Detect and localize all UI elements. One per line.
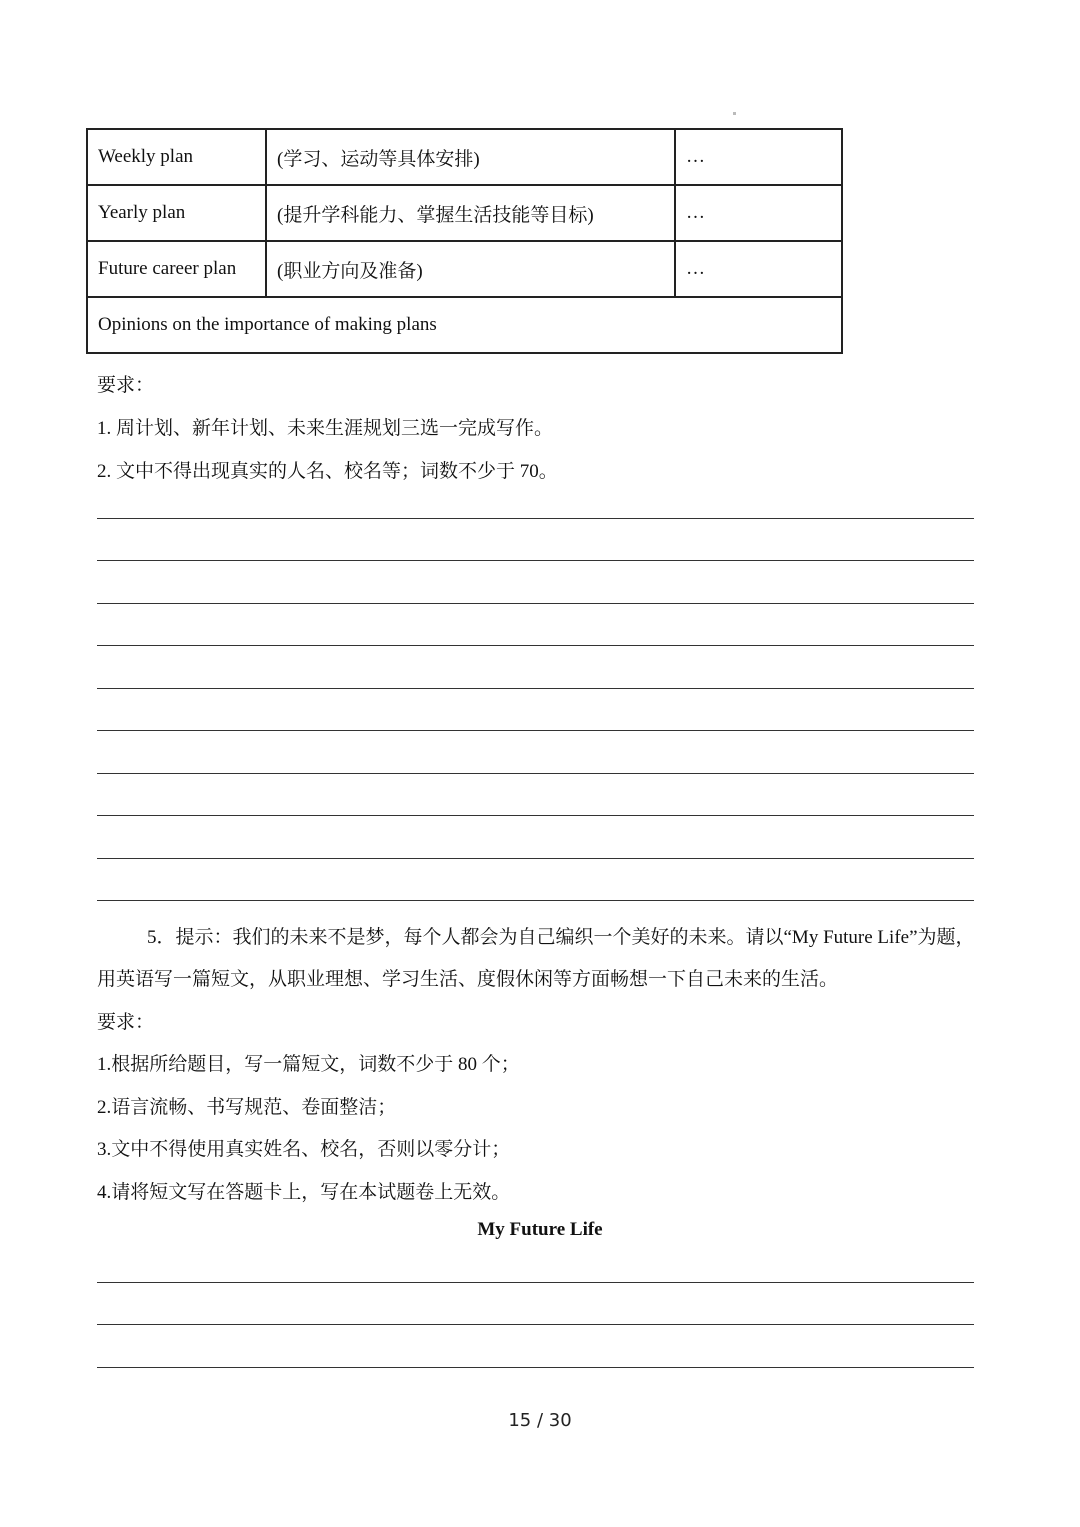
page-number: 15 / 30 (508, 1410, 572, 1431)
writing-line (97, 773, 974, 774)
q4-requirement-1: 1. 周计划、新年计划、未来生涯规划三选一完成写作。 (97, 418, 554, 439)
row-label: Yearly plan (87, 185, 266, 241)
writing-line (97, 900, 974, 901)
writing-line (97, 815, 974, 816)
row-label: Future career plan (87, 241, 266, 297)
writing-line (97, 1282, 974, 1283)
writing-line (97, 688, 974, 689)
writing-line (97, 730, 974, 731)
row-hint: (职业方向及准备) (266, 241, 675, 297)
q4-requirements-label: 要求： (97, 375, 155, 396)
row-more: … (675, 185, 842, 241)
table-row (87, 129, 842, 185)
q5-requirement-3: 3.文中不得使用真实姓名、校名，否则以零分计； (97, 1139, 511, 1160)
writing-line (97, 560, 974, 561)
row-label: Weekly plan (87, 129, 266, 185)
row-hint: (提升学科能力、掌握生活技能等目标) (266, 185, 675, 241)
q5-prompt-line-2: 用英语写一篇短文，从职业理想、学习生活、度假休闲等方面畅想一下自己未来的生活。 (97, 969, 839, 990)
q5-requirement-1: 1.根据所给题目，写一篇短文，词数不少于 80 个； (97, 1054, 520, 1075)
q5-requirements-label: 要求： (97, 1012, 155, 1033)
writing-line (97, 1324, 974, 1325)
plan-table (86, 128, 843, 354)
writing-line (97, 1367, 974, 1368)
row-more: … (675, 241, 842, 297)
q5-requirement-2: 2.语言流畅、书写规范、卷面整洁； (97, 1097, 397, 1118)
table-row (87, 241, 842, 297)
q4-requirement-2: 2. 文中不得出现真实的人名、校名等；词数不少于 70。 (97, 461, 558, 482)
writing-line (97, 645, 974, 646)
q5-prompt-line-1: 5．提示：我们的未来不是梦，每个人都会为自己编织一个美好的未来。请以“My Future Life”为题， (147, 927, 975, 948)
essay-title: My Future Life (477, 1219, 603, 1240)
table-row (87, 185, 842, 241)
row-hint: (学习、运动等具体安排) (266, 129, 675, 185)
writing-line (97, 858, 974, 859)
scan-mark (733, 112, 736, 115)
writing-line (97, 518, 974, 519)
writing-line (97, 603, 974, 604)
row-more: … (675, 129, 842, 185)
table-row-opinion (87, 297, 842, 353)
opinion-cell: Opinions on the importance of making plans (87, 297, 842, 353)
q5-requirement-4: 4.请将短文写在答题卡上，写在本试题卷上无效。 (97, 1182, 511, 1203)
